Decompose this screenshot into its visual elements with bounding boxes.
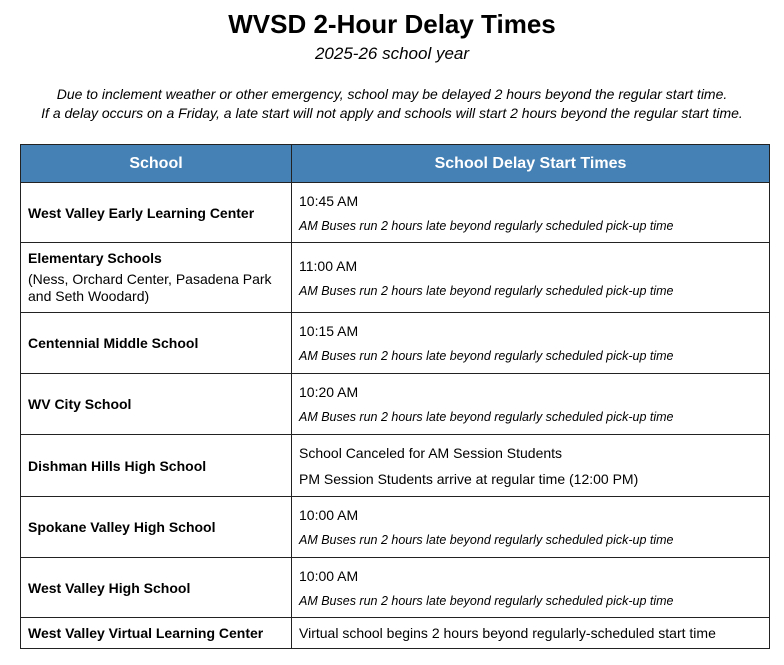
table-row [21,497,770,558]
column-header-school: School [21,145,292,183]
school-name: West Valley Early Learning Center [28,204,255,221]
bus-note: AM Buses run 2 hours late beyond regularly scheduled pick-up time [299,283,674,298]
table-row [21,374,770,435]
school-name: Centennial Middle School [28,335,199,351]
delay-time-cell [292,374,770,435]
delay-time-cell [292,558,770,618]
delay-start-time: School Canceled for AM Session Students [299,444,563,461]
school-name: Elementary Schools [28,250,162,266]
table-row [21,435,770,497]
delay-start-time: 11:00 AM [299,257,358,274]
delay-time-cell [292,435,770,497]
table-row [21,618,770,649]
school-name: Spokane Valley High School [28,519,216,535]
bus-note: AM Buses run 2 hours late beyond regularly scheduled pick-up time [299,349,674,363]
delay-time-cell [292,497,770,558]
delay-time-cell [292,183,770,243]
intro-text [0,85,784,123]
delay-time-cell [292,243,770,313]
delay-start-time: 10:00 AM [299,567,359,584]
table-row [21,313,770,374]
school-cell [21,558,292,618]
delay-time-cell [292,313,770,374]
school-cell [21,374,292,435]
school-name: Dishman Hills High School [28,457,207,474]
table-header-row [21,145,770,183]
delay-start-time: 10:45 AM [299,192,359,209]
school-cell [21,497,292,558]
delay-time-cell [292,618,770,649]
intro-line: If a delay occurs on a Friday, a late start will not apply and schools will start 2 hours beyond the regular start time. [41,105,743,121]
bus-note: AM Buses run 2 hours late beyond regularly scheduled pick-up time [299,218,674,233]
school-name: West Valley High School [28,579,191,596]
school-cell [21,243,292,313]
school-cell [21,618,292,649]
school-cell [21,183,292,243]
school-subtitle: (Ness, Orchard Center, Pasadena Park and Seth Woodard) [28,271,272,304]
school-name: West Valley Virtual Learning Center [28,625,264,641]
school-cell [21,313,292,374]
delay-start-time: 10:15 AM [299,323,359,339]
column-header-delay-times: School Delay Start Times [292,145,770,183]
table-row [21,243,770,313]
school-cell [21,435,292,497]
delay-start-time: Virtual school begins 2 hours beyond regularly-scheduled start time [299,625,716,641]
bus-note: AM Buses run 2 hours late beyond regularly scheduled pick-up time [299,533,674,547]
page-subtitle: 2025-26 school year [314,44,470,63]
bus-note: AM Buses run 2 hours late beyond regularly scheduled pick-up time [299,410,674,424]
delay-times-table [20,144,770,649]
intro-line: Due to inclement weather or other emergency, school may be delayed 2 hours beyond the regular start time. [56,86,728,102]
delay-detail: PM Session Students arrive at regular time (12:00 PM) [299,470,639,487]
page-title: WVSD 2-Hour Delay Times [228,9,556,39]
table-row [21,183,770,243]
bus-note: AM Buses run 2 hours late beyond regularly scheduled pick-up time [299,593,674,608]
school-name: WV City School [28,396,132,412]
delay-start-time: 10:00 AM [299,507,359,523]
delay-start-time: 10:20 AM [299,384,359,400]
table-row [21,558,770,618]
